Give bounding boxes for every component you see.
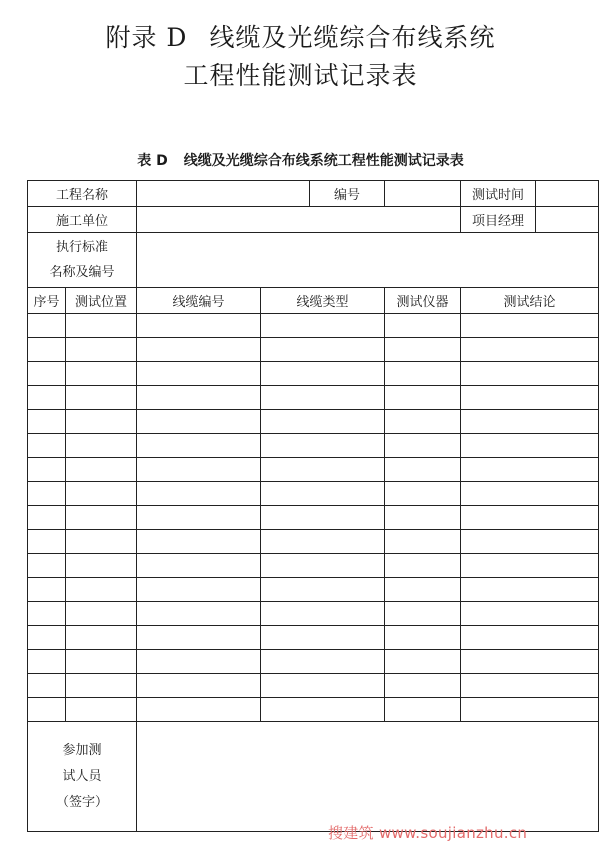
- row-cable-number-cell[interactable]: [137, 458, 261, 482]
- row-cable-type-cell[interactable]: [261, 410, 385, 434]
- header-row-project: [28, 181, 599, 207]
- row-instrument-cell[interactable]: [385, 434, 461, 458]
- row-position-cell[interactable]: [66, 698, 137, 722]
- appendix-title-line2: 工程性能测试记录表: [183, 61, 418, 90]
- row-instrument-cell[interactable]: [385, 338, 461, 362]
- table-caption-label: 表 D: [137, 153, 168, 169]
- row-cable-number-cell[interactable]: [137, 338, 261, 362]
- table-row: [28, 410, 599, 434]
- row-position-cell[interactable]: [66, 410, 137, 434]
- row-index-cell[interactable]: [28, 386, 66, 410]
- column-header-cable-type: 线缆类型: [261, 288, 385, 314]
- table-row: [28, 602, 599, 626]
- row-position-cell[interactable]: [66, 314, 137, 338]
- row-index-cell[interactable]: [28, 410, 66, 434]
- row-index-cell[interactable]: [28, 458, 66, 482]
- row-conclusion-cell[interactable]: [461, 434, 599, 458]
- row-conclusion-cell[interactable]: [461, 338, 599, 362]
- row-cable-type-cell[interactable]: [261, 530, 385, 554]
- row-position-cell[interactable]: [66, 578, 137, 602]
- standard-value[interactable]: [137, 233, 599, 288]
- row-instrument-cell[interactable]: [385, 674, 461, 698]
- row-position-cell[interactable]: [66, 338, 137, 362]
- row-cable-number-cell[interactable]: [137, 314, 261, 338]
- row-cable-type-cell[interactable]: [261, 362, 385, 386]
- row-conclusion-cell[interactable]: [461, 362, 599, 386]
- row-conclusion-cell[interactable]: [461, 578, 599, 602]
- row-cable-type-cell[interactable]: [261, 434, 385, 458]
- table-row: [28, 314, 599, 338]
- row-conclusion-cell[interactable]: [461, 530, 599, 554]
- participants-line1: 参加测: [62, 742, 102, 758]
- row-instrument-cell[interactable]: [385, 602, 461, 626]
- row-position-cell[interactable]: [66, 458, 137, 482]
- column-header-conclusion: 测试结论: [461, 288, 599, 314]
- row-instrument-cell[interactable]: [385, 458, 461, 482]
- participants-line3: （签字）: [56, 794, 109, 810]
- table-caption-text: 线缆及光缆综合布线系统工程性能测试记录表: [183, 153, 464, 169]
- row-index-cell[interactable]: [28, 482, 66, 506]
- row-cable-type-cell[interactable]: [261, 338, 385, 362]
- column-header-instrument: 测试仪器: [385, 288, 461, 314]
- table-row: [28, 482, 599, 506]
- row-cable-type-cell[interactable]: [261, 602, 385, 626]
- row-conclusion-cell[interactable]: [461, 554, 599, 578]
- row-position-cell[interactable]: [66, 362, 137, 386]
- row-cable-number-cell[interactable]: [137, 506, 261, 530]
- column-header-position: 测试位置: [66, 288, 137, 314]
- row-index-cell[interactable]: [28, 626, 66, 650]
- row-position-cell[interactable]: [66, 434, 137, 458]
- watermark-text: 搜建筑 www.soujianzhu.cn: [328, 824, 528, 842]
- row-cable-type-cell[interactable]: [261, 626, 385, 650]
- row-instrument-cell[interactable]: [385, 650, 461, 674]
- row-conclusion-cell[interactable]: [461, 650, 599, 674]
- test-record-table: [27, 180, 599, 832]
- row-cable-number-cell[interactable]: [137, 482, 261, 506]
- row-instrument-cell[interactable]: [385, 530, 461, 554]
- project-name-value[interactable]: [137, 181, 310, 207]
- row-cable-number-cell[interactable]: [137, 386, 261, 410]
- table-row: [28, 650, 599, 674]
- row-index-cell[interactable]: [28, 554, 66, 578]
- row-position-cell[interactable]: [66, 554, 137, 578]
- row-index-cell[interactable]: [28, 530, 66, 554]
- row-conclusion-cell[interactable]: [461, 626, 599, 650]
- row-index-cell[interactable]: [28, 506, 66, 530]
- table-caption: [0, 150, 601, 170]
- standard-label-line1: 执行标准: [56, 240, 109, 255]
- row-index-cell[interactable]: [28, 674, 66, 698]
- row-cable-type-cell[interactable]: [261, 506, 385, 530]
- project-manager-value[interactable]: [536, 207, 599, 233]
- row-instrument-cell[interactable]: [385, 386, 461, 410]
- row-cable-number-cell[interactable]: [137, 362, 261, 386]
- row-index-cell[interactable]: [28, 434, 66, 458]
- table-row: [28, 626, 599, 650]
- participants-row: [28, 722, 599, 832]
- row-index-cell[interactable]: [28, 698, 66, 722]
- table-row: [28, 338, 599, 362]
- row-instrument-cell[interactable]: [385, 506, 461, 530]
- participants-line2: 试人员: [62, 768, 102, 784]
- participants-label: [28, 722, 137, 832]
- table-row: [28, 578, 599, 602]
- standard-label-line2: 名称及编号: [49, 265, 115, 280]
- row-cable-type-cell[interactable]: [261, 314, 385, 338]
- row-instrument-cell[interactable]: [385, 482, 461, 506]
- table-row: [28, 362, 599, 386]
- row-cable-number-cell[interactable]: [137, 674, 261, 698]
- row-position-cell[interactable]: [66, 530, 137, 554]
- header-row-unit: [28, 207, 599, 233]
- row-index-cell[interactable]: [28, 650, 66, 674]
- column-header-cable-number: 线缆编号: [137, 288, 261, 314]
- row-position-cell[interactable]: [66, 674, 137, 698]
- row-index-cell[interactable]: [28, 578, 66, 602]
- appendix-title-line1: 线缆及光缆综合布线系统: [209, 23, 496, 52]
- row-instrument-cell[interactable]: [385, 626, 461, 650]
- construction-unit-value[interactable]: [137, 207, 461, 233]
- appendix-label: 附录 D: [105, 23, 188, 52]
- table-row: [28, 386, 599, 410]
- row-cable-number-cell[interactable]: [137, 554, 261, 578]
- construction-unit-label: 施工单位: [28, 207, 137, 233]
- row-conclusion-cell[interactable]: [461, 386, 599, 410]
- row-position-cell[interactable]: [66, 602, 137, 626]
- number-label: 编号: [310, 181, 385, 207]
- column-header-row: [28, 288, 599, 314]
- standard-label: [28, 233, 137, 288]
- row-conclusion-cell[interactable]: [461, 410, 599, 434]
- row-conclusion-cell[interactable]: [461, 506, 599, 530]
- row-cable-number-cell[interactable]: [137, 650, 261, 674]
- row-instrument-cell[interactable]: [385, 410, 461, 434]
- row-position-cell[interactable]: [66, 626, 137, 650]
- table-row: [28, 458, 599, 482]
- row-index-cell[interactable]: [28, 338, 66, 362]
- table-row: [28, 554, 599, 578]
- row-instrument-cell[interactable]: [385, 554, 461, 578]
- row-position-cell[interactable]: [66, 506, 137, 530]
- table-row: [28, 698, 599, 722]
- row-position-cell[interactable]: [66, 482, 137, 506]
- table-row: [28, 530, 599, 554]
- row-index-cell[interactable]: [28, 362, 66, 386]
- row-cable-number-cell[interactable]: [137, 626, 261, 650]
- row-cable-number-cell[interactable]: [137, 602, 261, 626]
- row-cable-type-cell[interactable]: [261, 578, 385, 602]
- row-cable-number-cell[interactable]: [137, 410, 261, 434]
- table-row: [28, 674, 599, 698]
- row-instrument-cell[interactable]: [385, 698, 461, 722]
- table-row: [28, 434, 599, 458]
- row-position-cell[interactable]: [66, 386, 137, 410]
- row-conclusion-cell[interactable]: [461, 314, 599, 338]
- number-value[interactable]: [385, 181, 461, 207]
- row-cable-type-cell[interactable]: [261, 386, 385, 410]
- row-position-cell[interactable]: [66, 650, 137, 674]
- participants-signature-area[interactable]: [137, 722, 599, 832]
- project-manager-label: 项目经理: [461, 207, 536, 233]
- row-cable-number-cell[interactable]: [137, 578, 261, 602]
- header-row-standard: [28, 233, 599, 288]
- row-cable-type-cell[interactable]: [261, 698, 385, 722]
- row-instrument-cell[interactable]: [385, 578, 461, 602]
- row-conclusion-cell[interactable]: [461, 482, 599, 506]
- row-cable-type-cell[interactable]: [261, 674, 385, 698]
- row-cable-type-cell[interactable]: [261, 458, 385, 482]
- appendix-title: [0, 18, 601, 54]
- column-header-index: 序号: [28, 288, 66, 314]
- row-cable-type-cell[interactable]: [261, 554, 385, 578]
- row-cable-number-cell[interactable]: [137, 434, 261, 458]
- row-conclusion-cell[interactable]: [461, 674, 599, 698]
- row-cable-type-cell[interactable]: [261, 482, 385, 506]
- row-conclusion-cell[interactable]: [461, 698, 599, 722]
- row-conclusion-cell[interactable]: [461, 602, 599, 626]
- row-conclusion-cell[interactable]: [461, 458, 599, 482]
- row-cable-number-cell[interactable]: [137, 698, 261, 722]
- row-cable-type-cell[interactable]: [261, 650, 385, 674]
- table-row: [28, 506, 599, 530]
- row-cable-number-cell[interactable]: [137, 530, 261, 554]
- row-instrument-cell[interactable]: [385, 362, 461, 386]
- project-name-label: 工程名称: [28, 181, 137, 207]
- test-time-label: 测试时间: [461, 181, 536, 207]
- row-instrument-cell[interactable]: [385, 314, 461, 338]
- row-index-cell[interactable]: [28, 602, 66, 626]
- row-index-cell[interactable]: [28, 314, 66, 338]
- test-time-value[interactable]: [536, 181, 599, 207]
